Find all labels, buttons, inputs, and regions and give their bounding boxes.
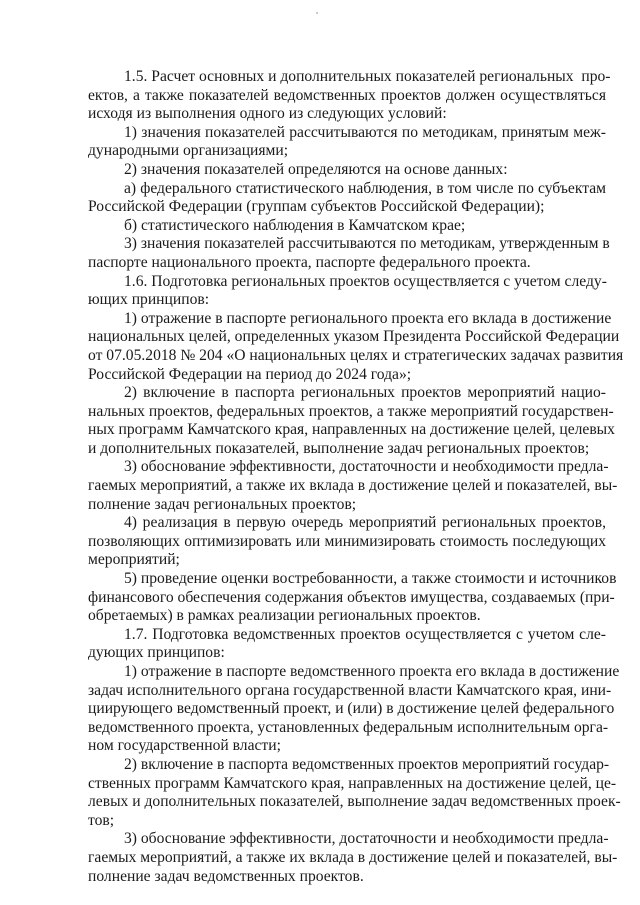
text-line: 1.6. Подготовка региональных проектов осуществляется с учетом следу- — [124, 272, 607, 290]
text-line: полнение задач региональных проектов; — [88, 495, 357, 513]
text-line: 2) включение в паспорта ведомственных проектов мероприятий государ- — [124, 755, 610, 773]
text-line: 4) реализация в первую очередь мероприятий региональных проектов, — [124, 514, 606, 532]
text-line: обретаемых) в рамках реализации региональных проектов. — [88, 607, 481, 625]
text-line: полнение задач ведомственных проектов. — [88, 867, 364, 885]
text-line: от 07.05.2018 № 204 «О национальных целях и стратегических задачах развития — [88, 346, 624, 364]
text-line: тов; — [88, 811, 115, 829]
text-line: 2) включение в паспорта региональных проектов мероприятий нацио- — [124, 384, 606, 402]
text-line: дународными организациями; — [88, 142, 289, 160]
text-line: 1) отражение в паспорте регионального проекта его вклада в достижение — [124, 309, 612, 327]
text-line: ном государственной власти; — [88, 737, 281, 755]
text-line: и дополнительных показателей, выполнение задач региональных проектов; — [88, 439, 590, 457]
text-line: нальных проектов, федеральных проектов, а также мероприятий государствен- — [88, 402, 614, 420]
text-line: 1.7. Подготовка ведомственных проектов осуществляется с учетом сле- — [124, 625, 606, 643]
text-line: 5) проведение оценки востребованности, а также стоимости и источников — [124, 570, 617, 588]
text-line: мероприятий; — [88, 551, 180, 569]
text-line: паспорте национального проекта, паспорте федерального проекта. — [88, 253, 531, 271]
text-line: 1.5. Расчет основных и дополнительных показателей региональных про- — [124, 68, 611, 85]
text-line: б) статистического наблюдения в Камчатском крае; — [124, 216, 466, 234]
text-line: 3) значения показателей рассчитываются по методикам, утвержденным в — [124, 235, 610, 253]
text-line: гаемых мероприятий, а также их вклада в достижение целей и показателей, вы- — [88, 848, 618, 866]
text-line: а) федерального статистического наблюдения, в том числе по субъектам — [124, 179, 606, 197]
text-line: финансового обеспечения содержания объектов имущества, создаваемых (при- — [88, 588, 615, 606]
text-line: задач исполнительного органа государственной власти Камчатского края, ини- — [88, 681, 612, 699]
text-line: 3) обоснование эффективности, достаточности и необходимости предла- — [124, 458, 609, 476]
scan-mark — [316, 12, 318, 14]
text-line: 3) обоснование эффективности, достаточности и необходимости предла- — [124, 830, 609, 848]
text-line: 1) значения показателей рассчитываются по методикам, принятым меж- — [124, 123, 606, 141]
text-line: дующих принципов: — [88, 644, 225, 662]
text-line: циирующего ведомственный проект, и (или) в достижение целей федерального — [88, 700, 615, 718]
text-line: ственных программ Камчатского края, направленных на достижение целей, це- — [88, 774, 617, 792]
text-line: 2) значения показателей определяются на основе данных: — [124, 160, 508, 178]
text-line: Российской Федерации на период до 2024 года»; — [88, 365, 412, 383]
text-line: национальных целей, определенных указом Президента Российской Федерации — [88, 328, 620, 346]
text-line: ектов, а также показателей ведомственных проектов должен осуществляться — [88, 86, 606, 104]
text-line: 1) отражение в паспорте ведомственного проекта его вклада в достижение — [124, 663, 620, 680]
text-line: левых и дополнительных показателей, выполнение задач ведомственных проек- — [88, 793, 621, 811]
text-line: ных программ Камчатского края, направленных на достижение целей, целевых — [88, 421, 615, 439]
text-line: Российской Федерации (группам субъектов Российской Федерации); — [88, 198, 545, 216]
text-line: исходя из выполнения одного из следующих условий: — [88, 105, 447, 123]
text-line: ющих принципов: — [88, 291, 210, 309]
text-line: гаемых мероприятий, а также их вклада в достижение целей и показателей, вы- — [88, 477, 618, 495]
text-line: позволяющих оптимизировать или минимизировать стоимость последующих — [88, 532, 606, 550]
document-body — [88, 68, 624, 886]
text-line: ведомственного проекта, установленных федеральным исполнительным орга- — [88, 718, 609, 736]
